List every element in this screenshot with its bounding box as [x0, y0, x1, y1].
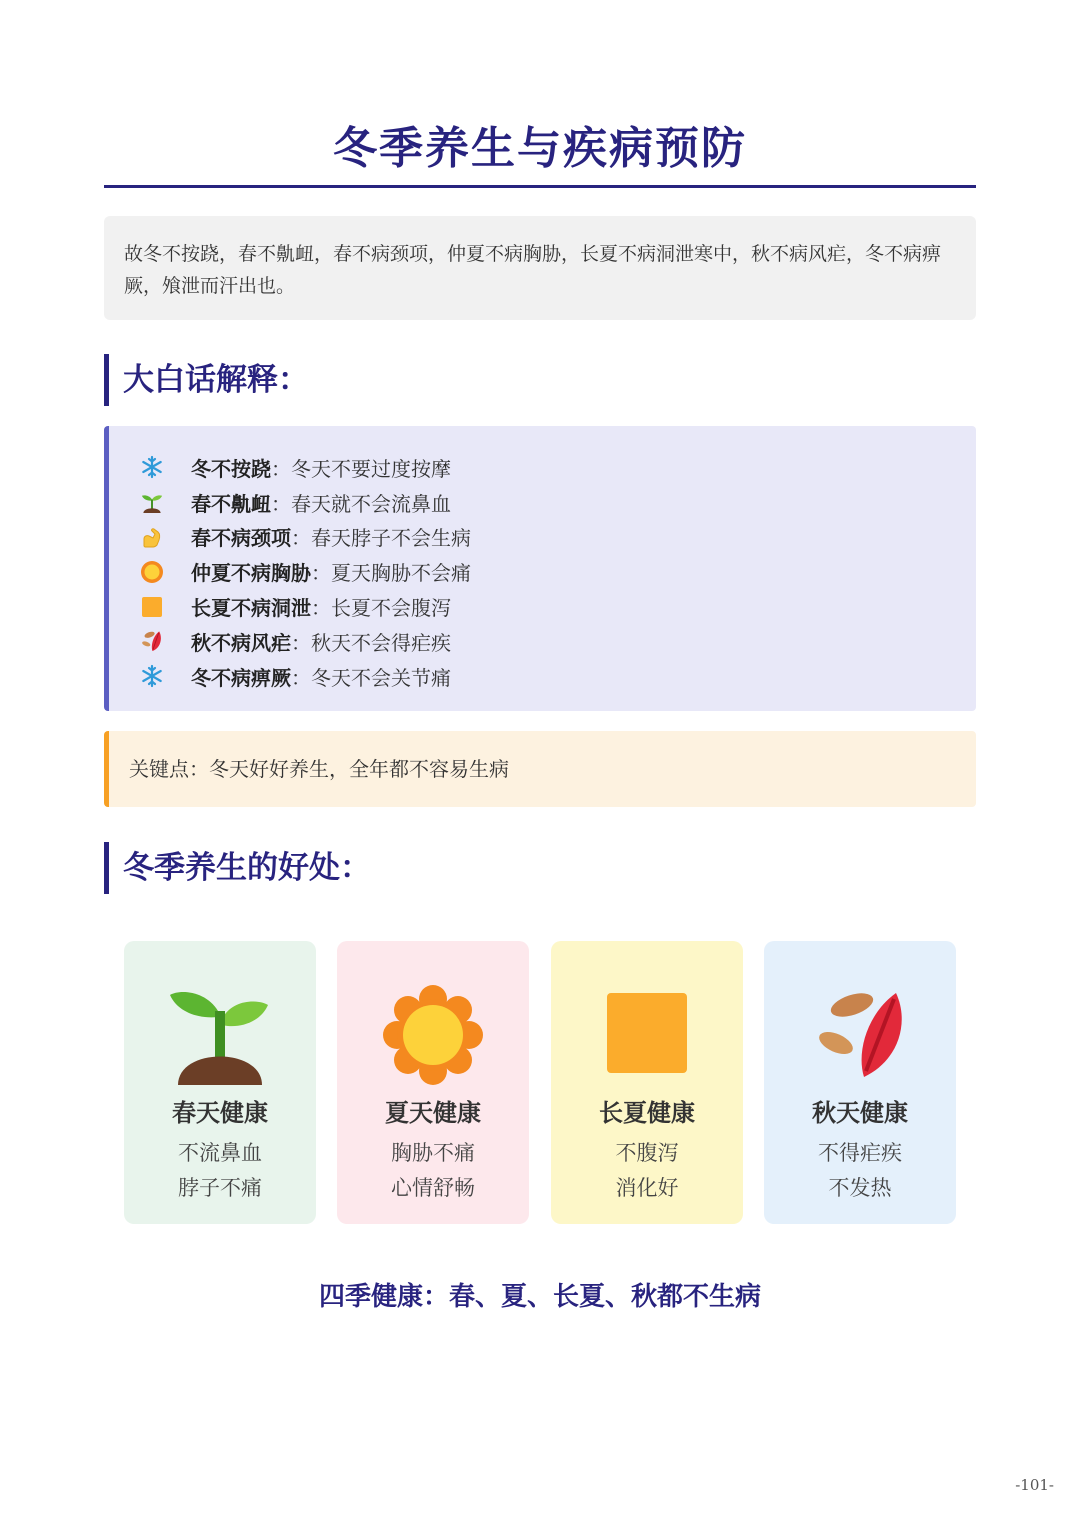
title-divider	[104, 185, 976, 188]
card-line: 不得疟疾	[818, 1141, 902, 1165]
seedling-icon	[170, 985, 270, 1085]
card-line: 不腹泻	[615, 1141, 679, 1165]
card-title: 春天健康	[172, 1099, 268, 1127]
card-title: 秋天健康	[812, 1099, 908, 1127]
card-line: 不流鼻血	[178, 1141, 262, 1165]
page-title: 冬季养生与疾病预防	[333, 123, 747, 174]
card-line: 脖子不痛	[178, 1176, 262, 1200]
card-line: 胸胁不痛	[391, 1141, 475, 1165]
explanation-term: 秋不病风疟	[191, 630, 291, 655]
explanation-term: 春不病颈项	[191, 526, 291, 551]
separator: ：	[271, 456, 291, 481]
orange-square-icon	[137, 592, 167, 622]
list-item	[109, 554, 976, 589]
card-line: 不发热	[828, 1176, 892, 1200]
card-line: 消化好	[615, 1176, 679, 1200]
benefit-card-summer	[337, 941, 529, 1224]
explanation-meaning: 秋天不会得疟疾	[311, 630, 451, 655]
seedling-icon	[137, 487, 167, 517]
separator: ：	[271, 491, 291, 516]
explanation-meaning: 冬天不要过度按摩	[291, 456, 451, 481]
snowflake-icon	[137, 452, 167, 482]
list-item	[109, 624, 976, 659]
explanation-meaning: 冬天不会关节痛	[311, 665, 451, 690]
benefit-card-spring	[124, 941, 316, 1224]
card-line: 心情舒畅	[391, 1176, 475, 1200]
explanation-list	[104, 426, 976, 711]
list-item	[109, 450, 976, 485]
fallen-leaf-icon	[810, 985, 910, 1085]
summary-line: 四季健康：春、夏、长夏、秋都不生病	[318, 1282, 761, 1312]
card-title: 长夏健康	[599, 1099, 695, 1127]
explanation-meaning: 春天就不会流鼻血	[291, 491, 451, 516]
snowflake-icon	[137, 661, 167, 691]
separator: ：	[291, 665, 311, 690]
explanation-term: 春不鼽衄	[191, 491, 271, 516]
separator: ：	[291, 630, 311, 655]
explanation-term: 仲夏不病胸胁	[191, 561, 311, 586]
explanation-term: 长夏不病洞泄	[191, 596, 311, 621]
explanation-meaning: 长夏不会腹泻	[331, 596, 451, 621]
sun-icon	[383, 985, 483, 1085]
benefit-card-autumn	[764, 941, 956, 1224]
section-heading-explanation: 大白话解释：	[104, 354, 309, 406]
original-quote: 故冬不按跷，春不鼽衄，春不病颈项，仲夏不病胸胁，长夏不病洞泄寒中，秋不病风疟，冬不病痹厥，飧泄而汗出也。	[104, 216, 976, 320]
benefit-card-late-summer	[551, 941, 743, 1224]
page-number: -101-	[1015, 1476, 1054, 1494]
explanation-meaning: 春天脖子不会生病	[311, 526, 471, 551]
list-item	[109, 589, 976, 624]
explanation-term: 冬不病痹厥	[191, 665, 291, 690]
explanation-meaning: 夏天胸胁不会痛	[331, 561, 471, 586]
separator: ：	[311, 596, 331, 621]
card-title: 夏天健康	[385, 1099, 481, 1127]
explanation-term: 冬不按跷	[191, 456, 271, 481]
list-item	[109, 659, 976, 694]
list-item	[109, 520, 976, 555]
separator: ：	[311, 561, 331, 586]
flexed-arm-icon	[137, 522, 167, 552]
sun-icon	[137, 557, 167, 587]
section-heading-benefits: 冬季养生的好处：	[104, 842, 371, 894]
orange-square-icon	[597, 985, 697, 1085]
separator: ：	[291, 526, 311, 551]
list-item	[109, 485, 976, 520]
fallen-leaf-icon	[137, 626, 167, 656]
key-point-callout: 关键点：冬天好好养生，全年都不容易生病	[104, 731, 976, 807]
